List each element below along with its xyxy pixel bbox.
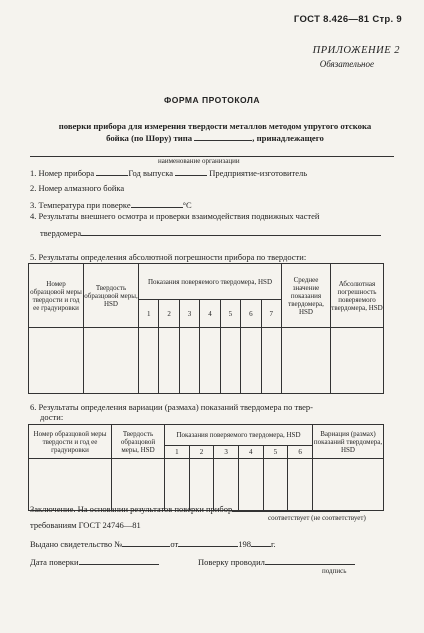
t5-num: 2 xyxy=(159,300,179,328)
item-4: 4. Результаты внешнего осмотра и проверки взаимодействия подвижных частей xyxy=(30,211,320,221)
t5-num: 3 xyxy=(179,300,199,328)
item-5: 5. Результаты определения абсолютной погрешности прибора по твердости: xyxy=(30,252,307,262)
t5-cell xyxy=(241,328,261,394)
t5-cell xyxy=(261,328,281,394)
t5-cell xyxy=(139,328,159,394)
t5-col2: Твердость образцовой меры, HSD xyxy=(84,264,139,328)
item-4-cont: твердомера xyxy=(40,227,381,238)
t6-num: 6 xyxy=(288,446,313,459)
t5-cell xyxy=(282,328,331,394)
t5-cell xyxy=(159,328,179,394)
item-1: 1. Номер прибора Год выпуска Предприятие-изготовитель xyxy=(30,168,308,178)
conclusion: Заключение. На основании результатов поверки прибор xyxy=(30,503,360,514)
mandatory-label: Обязательное xyxy=(319,59,374,69)
protocol-subtitle xyxy=(30,120,400,144)
verifier: Поверку проводил xyxy=(198,556,355,567)
verification-date: Дата поверки xyxy=(30,556,159,567)
t6-num: 1 xyxy=(165,446,190,459)
org-caption: наименование организации xyxy=(158,157,240,165)
t5-col1: Номер образцовой меры твердости и год ее градуировки xyxy=(29,264,84,328)
appendix-title: ПРИЛОЖЕНИЕ 2 xyxy=(312,45,400,56)
t5-num: 1 xyxy=(139,300,159,328)
protocol-title: ФОРМА ПРОТОКОЛА xyxy=(163,95,261,105)
t5-cell xyxy=(331,328,384,394)
t5-num: 6 xyxy=(241,300,261,328)
t5-num: 7 xyxy=(261,300,281,328)
t6-num: 2 xyxy=(189,446,214,459)
t5-col4: Среднее значение показания твердомера, HSD xyxy=(282,264,331,328)
item-2: 2. Номер алмазного бойка xyxy=(30,183,125,193)
t5-col3: Показания поверяемого твердомера, HSD xyxy=(139,264,282,300)
t5-col5: Абсолютная погрешность поверяемого твердомера, HSD xyxy=(331,264,384,328)
requirements: требованиям ГОСТ 24746—81 xyxy=(30,520,141,530)
t6-col2: Твердость образцовой меры, HSD xyxy=(112,425,165,459)
t5-cell xyxy=(220,328,240,394)
certificate: Выдано свидетельство № от 198 г. xyxy=(30,539,276,549)
t6-num: 3 xyxy=(214,446,239,459)
type-blank xyxy=(194,132,252,141)
subtitle-line-2: бойка (по Шору) типа xyxy=(106,133,193,143)
conformity-caption: соответствует (не соответствует) xyxy=(268,514,366,522)
t5-num: 5 xyxy=(220,300,240,328)
t5-cell xyxy=(84,328,139,394)
t5-cell xyxy=(200,328,220,394)
signature-caption: подпись xyxy=(322,567,347,575)
subtitle-line-2-end: , принадлежащего xyxy=(252,133,324,143)
page-header: ГОСТ 8.426—81 Стр. 9 xyxy=(293,14,402,25)
table-variation xyxy=(28,424,384,511)
t6-col3: Показания поверяемого твердомера, HSD xyxy=(165,425,313,446)
t5-cell xyxy=(179,328,199,394)
t6-num: 4 xyxy=(238,446,263,459)
t5-num: 4 xyxy=(200,300,220,328)
t6-col4: Вариация (размах) показаний твердомера, HSD xyxy=(313,425,384,459)
item-6: 6. Результаты определения вариации (размаха) показаний твердомера по твер- дости: xyxy=(30,402,314,422)
item-3: 3. Температура при поверке °C xyxy=(30,200,192,210)
t6-num: 5 xyxy=(263,446,288,459)
t6-col1: Номер образцовой меры твердости и год ее градуировки xyxy=(29,425,112,459)
t5-cell xyxy=(29,328,84,394)
table-absolute-error xyxy=(28,263,384,394)
subtitle-line-1: поверки прибора для измерения твердости металлов методом упругого отскока xyxy=(58,121,372,131)
